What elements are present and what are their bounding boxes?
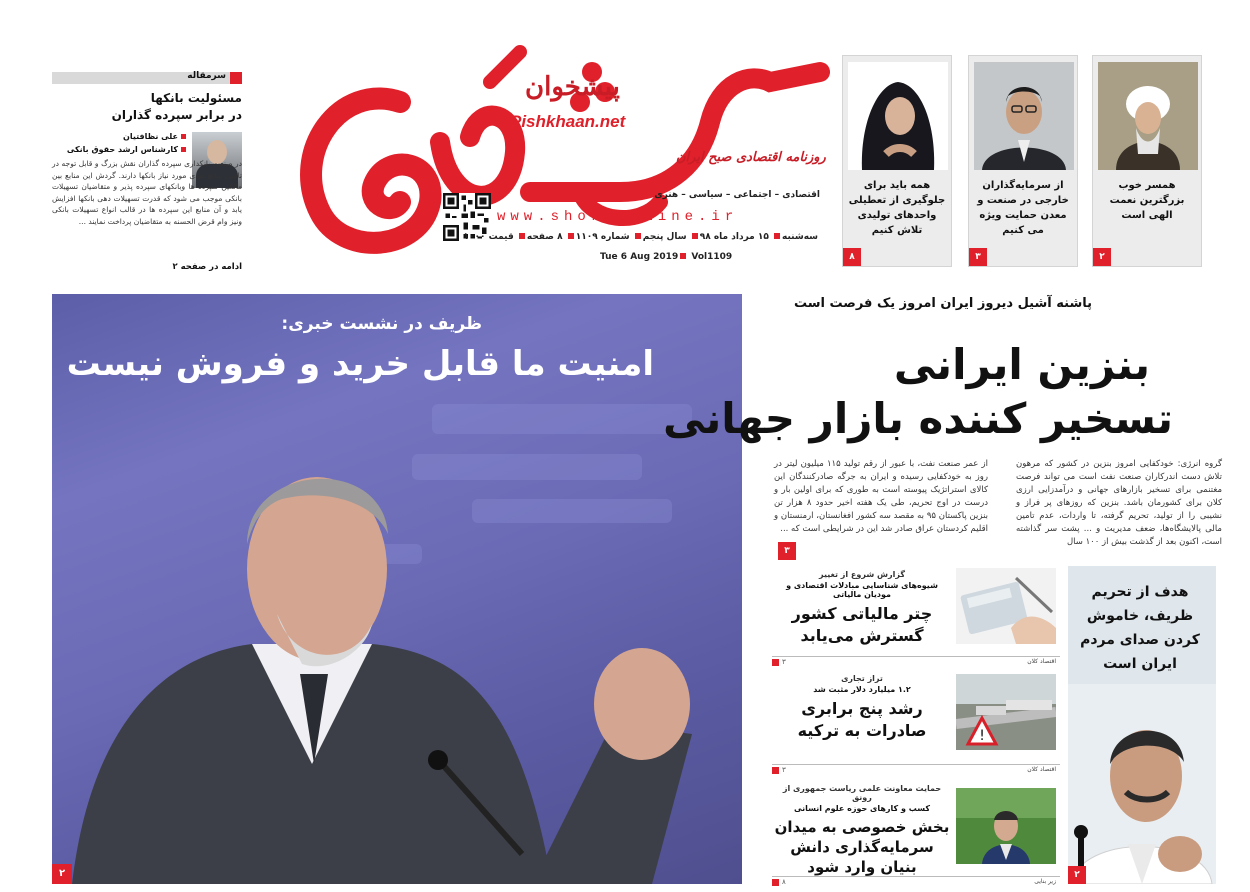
author-name: علی نظافتیان bbox=[52, 132, 186, 141]
editorial-continued[interactable]: ادامه در صفحه ۲ bbox=[172, 262, 242, 272]
teaser-photo-3 bbox=[848, 62, 948, 170]
dateline-fa: سه‌شنبه ۱۵ مرداد ماه ۹۸ سال پنجم شماره ۱۱۰۹ ۸ صفحه قیمت ۱۰۰۰ bbox=[463, 232, 818, 242]
news-page-2: ۳ bbox=[782, 766, 786, 774]
watermark-en[interactable]: Pishkhaan.net bbox=[510, 112, 626, 131]
side-story-photo bbox=[1068, 684, 1216, 884]
author-role: کارشناس ارشد حقوق بانکی bbox=[52, 145, 186, 154]
news-kicker-1: گزارش شروع از تغییر bbox=[818, 570, 906, 579]
lead-kicker: پاشنه آشیل دیروز ایران امروز یک فرصت است bbox=[793, 296, 1092, 311]
lead-body-left: از عمر صنعت نفت، با عبور از رقم تولید ۱۱۵ میلیون لیتر در روز به خودکفایی رسیده و ایران به جرگه صادرکنندگان این کالای استراتژیک پیوسته است به طوری که برای اولین بار و درست در اوج تحریم، طی یک هفته اخیر حدود ۸ هزار تن بنزین پاکستان ۹۵ به مقصد سه کشور افغانستان، ارمنستان و اقلیم کردستان عراق صادر شد این در شرایطی است که ... bbox=[774, 459, 989, 534]
news-item-3[interactable] bbox=[772, 782, 1060, 886]
teaser-card-3[interactable] bbox=[842, 55, 952, 267]
masthead-website[interactable]: www.shoroonline.ir bbox=[497, 209, 739, 225]
news-page-3: ۸ bbox=[782, 878, 786, 886]
dateline-en: Tue 6 Aug 2019 Vol1109 bbox=[600, 252, 733, 262]
teaser-page-2: ۳ bbox=[969, 248, 987, 266]
red-square-icon bbox=[230, 72, 242, 84]
news-section-3: زیر بنایی bbox=[1034, 878, 1056, 885]
news-section-2: اقتصاد کلان bbox=[1027, 766, 1056, 773]
editorial-title-line1: مسئولیت بانکها bbox=[150, 91, 242, 105]
trucks-photo bbox=[956, 674, 1056, 750]
teaser-photo-2 bbox=[974, 62, 1074, 170]
lead-headline-line2[interactable]: تسخیر کننده بازار جهانی bbox=[662, 394, 1173, 443]
news-kicker-3: حمایت معاونت علمی ریاست جمهوری از رونق bbox=[782, 784, 942, 802]
news-headline-1[interactable]: چتر مالیاتی کشور گسترش می‌یابد bbox=[791, 604, 933, 645]
masthead-tagline: روزنامه اقتصادی صبح ایران bbox=[676, 150, 826, 165]
watermark-fa: پیشخوان bbox=[525, 72, 620, 102]
main-photo-headline[interactable]: امنیت ما قابل خرید و فروش نیست bbox=[66, 344, 654, 384]
masthead-sections: اقتصادی – اجتماعی – سیاسی – هنری bbox=[654, 190, 820, 200]
news-subkicker-3: کسب و کارهای حوزه علوم انسانی bbox=[793, 804, 930, 813]
side-story-page: ۲ bbox=[1068, 866, 1086, 884]
editorial-title-line2: در برابر سپرده گذاران bbox=[111, 108, 242, 122]
news-section-1: اقتصاد کلان bbox=[1027, 658, 1056, 665]
lead-page: ۳ bbox=[778, 542, 796, 560]
main-photo-kicker: ظریف در نشست خبری: bbox=[281, 314, 482, 334]
teaser-page-3: ۸ bbox=[843, 248, 861, 266]
side-story[interactable] bbox=[1068, 566, 1216, 884]
news-item-1[interactable] bbox=[772, 568, 1060, 668]
news-headline-3[interactable]: بخش خصوصی به میدان سرمایه‌گذاری دانش بنیان وارد شود bbox=[774, 818, 950, 876]
svg-text:!: ! bbox=[979, 728, 985, 744]
news-page-1: ۳ bbox=[782, 658, 786, 666]
news-item-2[interactable] bbox=[772, 672, 1060, 776]
main-photo-story[interactable] bbox=[52, 294, 742, 884]
teaser-photo-1 bbox=[1098, 62, 1198, 170]
calculator-photo bbox=[956, 568, 1056, 644]
main-photo-page: ۲ bbox=[52, 864, 72, 884]
editorial-body: در صنعت بانکداری سپرده گذاران نقش بزرگ و قابل توجه در تامین منابع نقدی مورد نیاز بانکها دارند. گردش این منابع بین مالکین سپرده ها وبانکهای سپرده پذیر و متقاضیان تسهیلات بانکی موجب می شود که قدرت تسهیلات دهی بانکها افزایش یابد و آن منابع این سپرده ها در قالب انواع تسهیلات بانکی ونیز وام قرض الحسنه به متقاضیان پرداخت نمایند ... bbox=[52, 159, 242, 226]
news-headline-2[interactable]: رشد پنج برابری صادرات به ترکیه bbox=[797, 699, 927, 740]
news-subkicker-2: ۱.۲ میلیارد دلار مثبت شد bbox=[813, 685, 911, 694]
teaser-card-2[interactable] bbox=[968, 55, 1078, 267]
news-subkicker-1: شیوه‌های شناسایی مبادلات اقتصادی و مودیان مالیاتی bbox=[786, 581, 938, 599]
news-kicker-2: تراز تجاری bbox=[841, 674, 883, 683]
teaser-caption-2: از سرمایه‌گذاران خارجی در صنعت و معدن حمایت ویژه‌ می کنیم bbox=[977, 180, 1069, 236]
lead-body-right: گروه انرژی: خودکفایی امروز بنزین در کشور که مرهون تلاش دست اندرکاران صنعت نفت است می تواند فرصت مغتنمی برای تسخیر بازارهای جهانی و درآمدزایی ارزی کلان برای کشورمان باشد. بنزین که روزهای پر فراز و نشیبی را از تولید، تحریم گرفته، تا واردات، عدم تامین مالی پالایشگاه‌ها، ضعف مدیریت و ... پشت سر گذاشته است، اکنون بعد از گذشت بیش از ۱۰۰ سال bbox=[1016, 459, 1222, 547]
side-story-headline[interactable]: هدف از تحریم ظریف، خاموش کردن صدای مردم ایران است bbox=[1080, 584, 1200, 672]
official-photo bbox=[956, 788, 1056, 864]
editorial-box bbox=[52, 72, 242, 282]
teaser-caption-3: همه باید برای جلوگیری از تعطیلی واحدهای تولیدی تلاش کنیم bbox=[848, 180, 946, 236]
teaser-page-1: ۲ bbox=[1093, 248, 1111, 266]
teaser-card-1[interactable] bbox=[1092, 55, 1202, 267]
teaser-caption-1: همسر خوب بزرگترین نعمت الهی است bbox=[1109, 180, 1185, 221]
editorial-tag: سرمقاله bbox=[187, 71, 226, 81]
lead-headline-line1[interactable]: بنزین ایرانی bbox=[893, 340, 1150, 389]
editorial-title[interactable] bbox=[52, 90, 242, 124]
